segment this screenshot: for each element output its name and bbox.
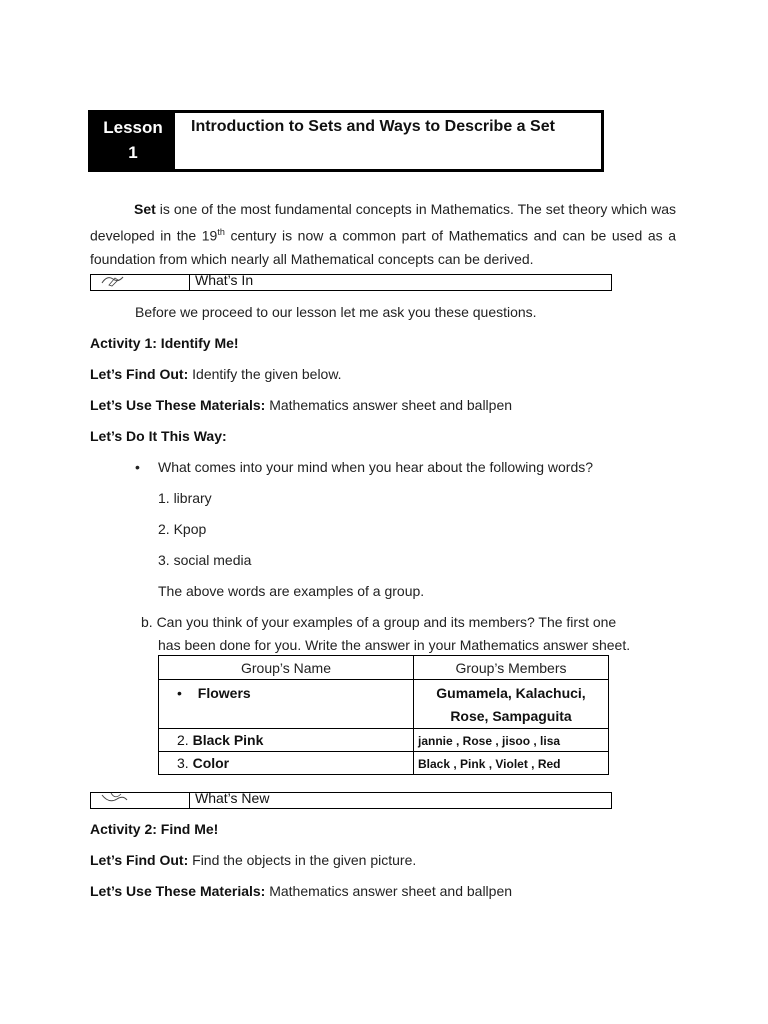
whats-in-bar xyxy=(90,274,612,291)
activity2-materials xyxy=(90,883,512,899)
find-out-label: Let’s Find Out: xyxy=(90,852,189,868)
whats-new-divider xyxy=(189,793,190,808)
question-b-line1: b. Can you think of your examples of a group and its members? The first one xyxy=(141,614,617,630)
row-members-line1: Gumamela, Kalachuci, xyxy=(436,685,586,701)
row-members: jannie , Rose , jisoo , lisa xyxy=(418,734,561,748)
row-members: Black , Pink , Violet , Red xyxy=(418,757,561,771)
lesson-title: Introduction to Sets and Ways to Describe a Set xyxy=(191,118,555,135)
intro-paragraph xyxy=(90,198,676,271)
intro-bold-word: Set xyxy=(134,201,156,217)
pencil-sketch-icon xyxy=(99,791,129,805)
find-out-text: Identify the given below. xyxy=(188,366,342,382)
intro-text-2: century is now a common part of Mathematics and can be used as a foundation from which nearly all Mathematical concepts can be derived. xyxy=(90,227,676,267)
table-cell-members xyxy=(414,680,609,729)
table-cell-name xyxy=(159,729,414,752)
table-cell-name xyxy=(159,680,414,729)
intro-superscript: th xyxy=(217,227,225,237)
activity2-title: Activity 2: Find Me! xyxy=(90,821,219,837)
materials-label: Let’s Use These Materials: xyxy=(90,397,266,413)
table-row xyxy=(159,752,609,775)
materials-text: Mathematics answer sheet and ballpen xyxy=(265,883,513,899)
before-text: Before we proceed to our lesson let me ask you these questions. xyxy=(135,304,537,320)
list-item-3: 3. social media xyxy=(158,552,252,568)
lesson-number-badge xyxy=(91,113,175,169)
header-group-name: Group’s Name xyxy=(159,656,414,680)
table-cell-members xyxy=(414,729,609,752)
table-row xyxy=(159,729,609,752)
lesson-tag-number: 1 xyxy=(128,143,138,162)
row-name: Flowers xyxy=(197,685,251,701)
materials-label: Let’s Use These Materials: xyxy=(90,883,266,899)
activity1-find-out xyxy=(90,366,342,382)
whats-in-label: What’s In xyxy=(195,272,254,288)
whats-new-label: What’s New xyxy=(195,790,270,806)
lesson-tag-word: Lesson xyxy=(103,118,163,137)
list-item-1: 1. library xyxy=(158,490,212,506)
row-name: Color xyxy=(192,755,230,771)
activity1-materials xyxy=(90,397,512,413)
groups-table xyxy=(158,655,609,775)
list-item-2: 2. Kpop xyxy=(158,521,207,537)
question-bullet: • xyxy=(135,459,140,475)
intro-text-1: is one of the most fundamental concepts in Mathematics. The set theory which was developed in the 19 xyxy=(90,201,676,244)
row-bullet: • xyxy=(177,685,182,701)
table-header-row xyxy=(159,656,609,680)
activity1-title: Activity 1: Identify Me! xyxy=(90,335,239,351)
header-group-members: Group’s Members xyxy=(414,656,609,680)
activity1-do-it-label: Let’s Do It This Way: xyxy=(90,428,227,444)
group-note: The above words are examples of a group. xyxy=(158,583,425,599)
find-out-label: Let’s Find Out: xyxy=(90,366,189,382)
question-text: What comes into your mind when you hear about the following words? xyxy=(158,459,594,475)
whats-new-bar xyxy=(90,792,612,809)
activity2-find-out xyxy=(90,852,416,868)
row-members-line2: Rose, Sampaguita xyxy=(450,708,572,724)
question-b-line2: has been done for you. Write the answer in your Mathematics answer sheet. xyxy=(158,637,631,653)
find-out-text: Find the objects in the given picture. xyxy=(188,852,417,868)
row-number: 2. xyxy=(177,732,189,748)
whats-in-divider xyxy=(189,275,190,290)
row-name: Black Pink xyxy=(192,732,264,748)
table-cell-name xyxy=(159,752,414,775)
pencil-sketch-icon xyxy=(99,273,129,287)
lesson-header xyxy=(88,110,604,172)
table-row xyxy=(159,680,609,729)
materials-text: Mathematics answer sheet and ballpen xyxy=(265,397,513,413)
row-number: 3. xyxy=(177,755,189,771)
table-cell-members xyxy=(414,752,609,775)
